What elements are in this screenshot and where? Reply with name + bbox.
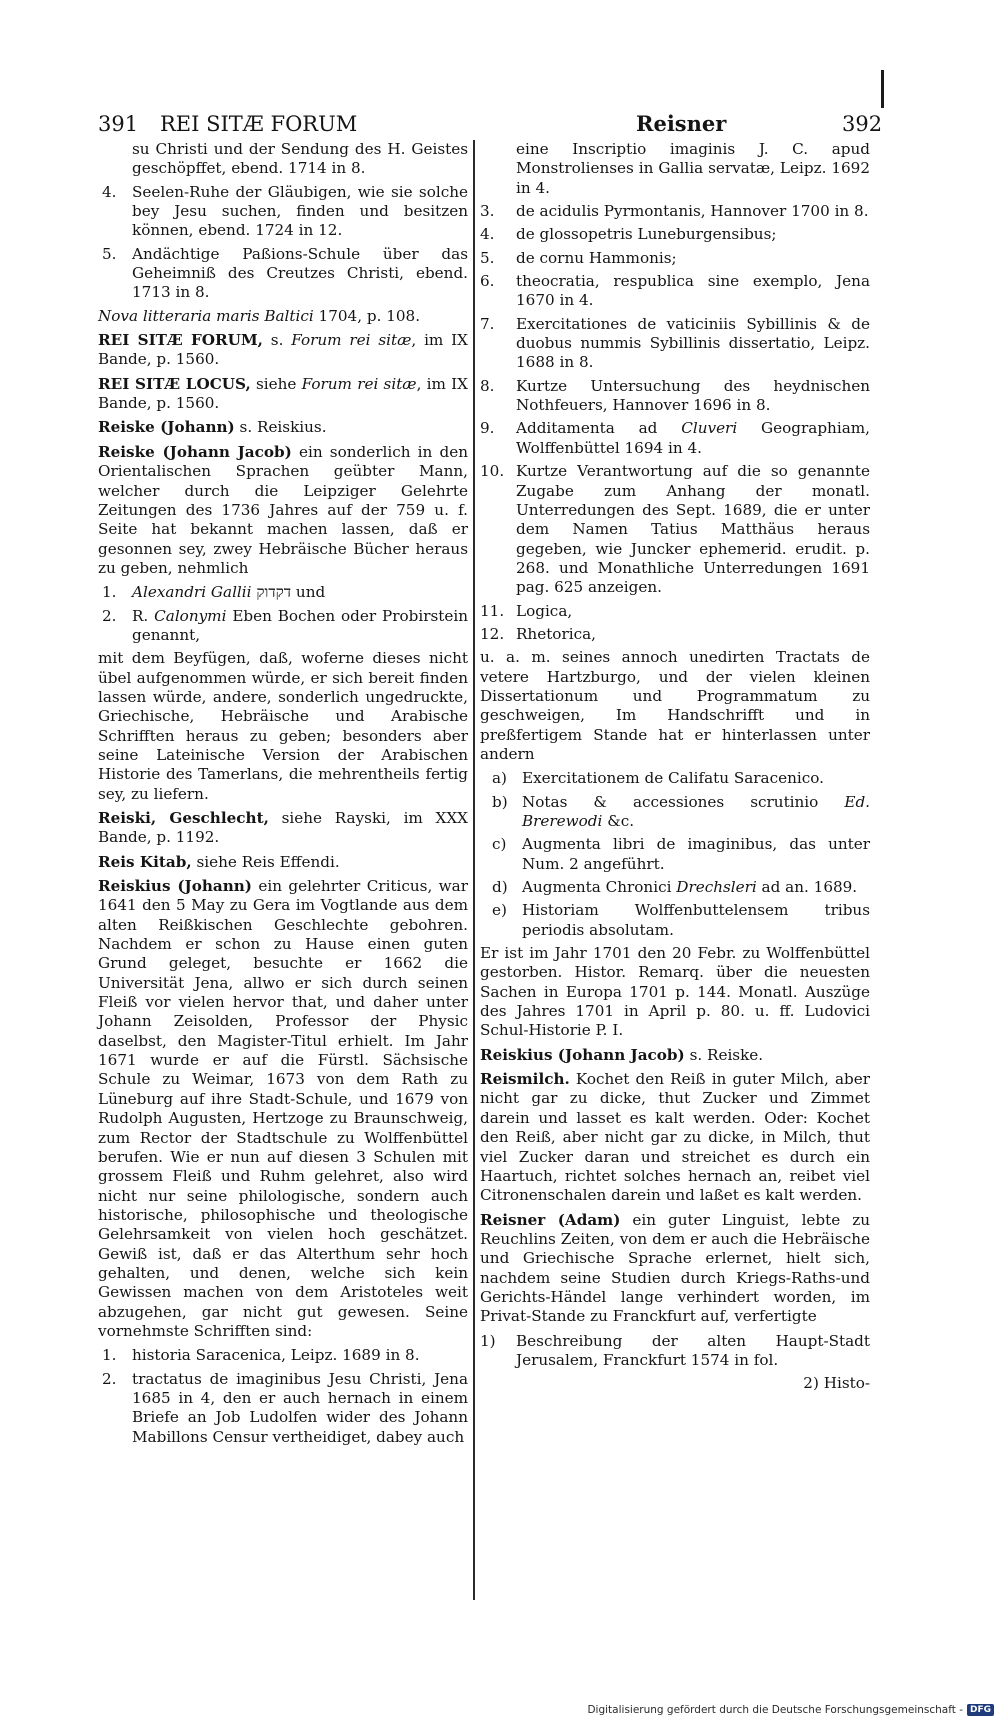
list-item: 10. Kurtze Verantwortung auf die so genannte Zugabe zum Anhang der monatl. Unterredungen des Sept. 1689, die er unter dem Namen Tatius Matthäus heraus gegeben, wie Juncker ephemerid. erudit. p. 268. und Monathliche Unterredungen 1691 pag. 625 anzeigen.	[480, 462, 870, 597]
running-title: REI SITÆ FORUM	[160, 112, 358, 136]
list-item: 4. Seelen-Ruhe der Gläubigen, wie sie solche bey Jesu suchen, finden und besitzen können, ebend. 1724 in 12.	[102, 182, 468, 240]
list-item: 2. tractatus de imaginibus Jesu Christi, Jena 1685 in 4, den er auch hernach in einem Briefe an Job Ludolfen wider des Johann Mabillons Censur vertheidiget, dabey auch	[102, 1369, 468, 1446]
list-item: 3. de acidulis Pyrmontanis, Hannover 1700 in 8.	[480, 202, 869, 221]
entry-rei-sitae-forum: REI SITÆ FORUM, s. Forum rei sitæ, im IX Bande, p. 1560.	[98, 331, 468, 369]
digitization-credit: Digitalisierung gefördert durch die Deutsche Forschungsgemeinschaft - DFG	[587, 1704, 994, 1716]
list-item: 6. theocratia, respublica sine exemplo, Jena 1670 in 4.	[480, 272, 870, 310]
source-reference: Nova litteraria maris Baltici 1704, p. 108.	[98, 306, 421, 325]
entry-reiskius-johann-jacob: Reiskius (Johann Jacob) s. Reiske.	[480, 1045, 764, 1064]
list-item: d) Augmenta Chronici Drechsleri ad an. 1689.	[492, 878, 858, 897]
list-item: su Christi und der Sendung des H. Geistes geschöpffet, ebend. 1714 in 8.	[132, 140, 468, 178]
list-item: 7. Exercitationes de vaticiniis Sybillinis & de duobus nummis Sybillinis dissertatio, Leipz. 1688 in 8.	[480, 314, 870, 372]
list-item: 5. Andächtige Paßions-Schule über das Geheimniß des Creutzes Christi, ebend. 1713 in 8.	[102, 244, 468, 302]
entry-reiskius-johann: Reiskius (Johann) ein gelehrter Criticus, war 1641 den 5 May zu Gera im Vogtlande aus dem alten Reißkischen Geschlechte gebohren. Nachdem er schon zu Hause einen guten Grund geleget, besuchte er 1662 die Universität Jena, allwo er sich durch seinen Fleiß vor vielen hervor that, und daher unter Johann Zeisolden, Professor der Physic daselbst, den Magister-Titul erhielt. Im Jahr 1671 wurde er auf die Fürstl. Sächsische Schule zu Weimar, 1673 von dem Rath zu Lüneburg auf ihre Stadt-Schule, und 1679 von Rudolph Augusten, Hertzoge zu Braunschweig, zum Rector der Stadtschule zu Wolffenbüttel berufen. Wie er nun auf diesen 3 Schulen mit grossem Fleiß und Ruhm gelehret, also wird nicht nur seine philologische, sondern auch historische, philosophische und theologische Gelehrsamkeit von vielen hoch geschätzet. Gewiß ist, daß er das Alterthum sehr hoch gehalten, und denen, welche sich kein Gewissen machen von dem Aristoteles weit abzugehen, gar nicht gut gewesen. Seine vornehmste Schrifften sind:	[98, 877, 468, 1340]
entry-reisner-adam: Reisner (Adam) ein guter Linguist, lebte zu Reuchlins Zeiten, von dem er auch die Hebräische und Griechische Sprache erlernet, hielt sich, nachdem seine Studien durch Kriegs-Raths-und Gerichts-Händel lange verhindert worden, im Privat-Stande zu Franckfurt auf, verfertigte	[480, 1210, 870, 1326]
entry-continuation: Er ist im Jahr 1701 den 20 Febr. zu Wolffenbüttel gestorben. Histor. Remarq. über die neuesten Sachen in Europa 1701 p. 144. Monatl. Auszüge des Jahres 1701 in April p. 80. u. ff. Ludovici Schul-Historie P. I.	[480, 944, 870, 1040]
list-item: 8. Kurtze Untersuchung des heydnischen Nothfeuers, Hannover 1696 in 8.	[480, 376, 870, 415]
entry-reis-kitab: Reis Kitab, siehe Reis Effendi.	[98, 852, 340, 871]
dfg-logo-icon: DFG	[967, 1704, 994, 1716]
right-column	[480, 140, 870, 1394]
entry-continuation: mit dem Beyfügen, daß, woferne dieses nicht übel aufgenommen würde, er sich bereit finden lassen würde, andere, sonderlich ungedruckte, Griechische, Hebräische und Arabische Schrifften heraus zu geben; besonders aber seine Lateinische Version der Arabischen Historie des Tamerlans, die mehrentheils fertig sey, zu liefern.	[98, 649, 468, 803]
list-item: c) Augmenta libri de imaginibus, das unter Num. 2 angeführt.	[492, 835, 870, 873]
entry-continuation: u. a. m. seines annoch unedirten Tractats de vetere Hartzburgo, und der vielen kleinen Dissertationum und Programmatum zu geschweigen, Im Handschrifft und in preßfertigem Stande hat er hinterlassen unter andern	[480, 648, 870, 763]
page-number-left: 391	[98, 112, 139, 136]
list-item: 1) Beschreibung der alten Haupt-Stadt Jerusalem, Franckfurt 1574 in fol.	[480, 1331, 870, 1369]
entry-reiske-johann-jacob: Reiske (Johann Jacob) ein sonderlich in den Orientalischen Sprachen geübter Mann, welcher durch die Leipziger Gelehrte Zeitungen des 1736 Jahres auf der 759 u. f. Seite hat bekannt machen lassen, daß er gesonnen sey, zwey Hebräische Bücher heraus zu geben, nehmlich	[98, 442, 468, 577]
list-item: 4. de glossopetris Luneburgensibus;	[480, 225, 777, 244]
list-item: 1. Alexandri Gallii דקדוק und	[102, 583, 326, 602]
list-item: 5. de cornu Hammonis;	[480, 248, 677, 267]
list-item: e) Historiam Wolffenbuttelensem tribus periodis absolutam.	[492, 901, 870, 939]
list-item: eine Inscriptio imaginis J. C. apud Monstrolienses in Gallia servatæ, Leipz. 1692 in 4.	[516, 140, 870, 197]
list-item: 1. historia Saracenica, Leipz. 1689 in 8.	[102, 1346, 420, 1365]
entry-reismilch: Reismilch. Kochet den Reiß in guter Milch, aber nicht gar zu dicke, thut Zucker und Zimmet darein und lasset es kalt werden. Oder: Kochet den Reiß, aber nicht gar zu dicke, in Milch, thut viel Zucker daran und streichet es durch ein Haartuch, richtet solches hernach an, reibet viel Citronenschalen darein und laßet es kalt werden.	[480, 1070, 870, 1205]
list-item: 12. Rhetorica,	[480, 624, 596, 643]
left-column	[98, 140, 468, 1451]
entry-reiske-johann: Reiske (Johann) s. Reiskius.	[98, 418, 327, 437]
list-item: 2. R. Calonymi Eben Bochen oder Probirstein genannt,	[102, 606, 468, 644]
list-item: 9. Additamenta ad Cluveri Geographiam, Wolffenbüttel 1694 in 4.	[480, 419, 870, 457]
catchword: 2) Histo-	[803, 1374, 870, 1393]
list-item: 11. Logica,	[480, 601, 573, 620]
list-item: a) Exercitationem de Califatu Saracenico.	[492, 769, 824, 788]
column-divider	[473, 140, 475, 1600]
page-number-right: 392	[842, 112, 883, 136]
list-item: b) Notas & accessiones scrutinio Ed. Brerewodi &c.	[492, 792, 870, 830]
entry-reiski-geschlecht: Reiski, Geschlecht, siehe Rayski, im XXX Bande, p. 1192.	[98, 809, 468, 847]
margin-rule	[881, 70, 884, 108]
entry-rei-sitae-locus: REI SITÆ LOCUS, siehe Forum rei sitæ, im IX Bande, p. 1560.	[98, 374, 468, 413]
running-catchword: Reisner	[636, 111, 727, 136]
